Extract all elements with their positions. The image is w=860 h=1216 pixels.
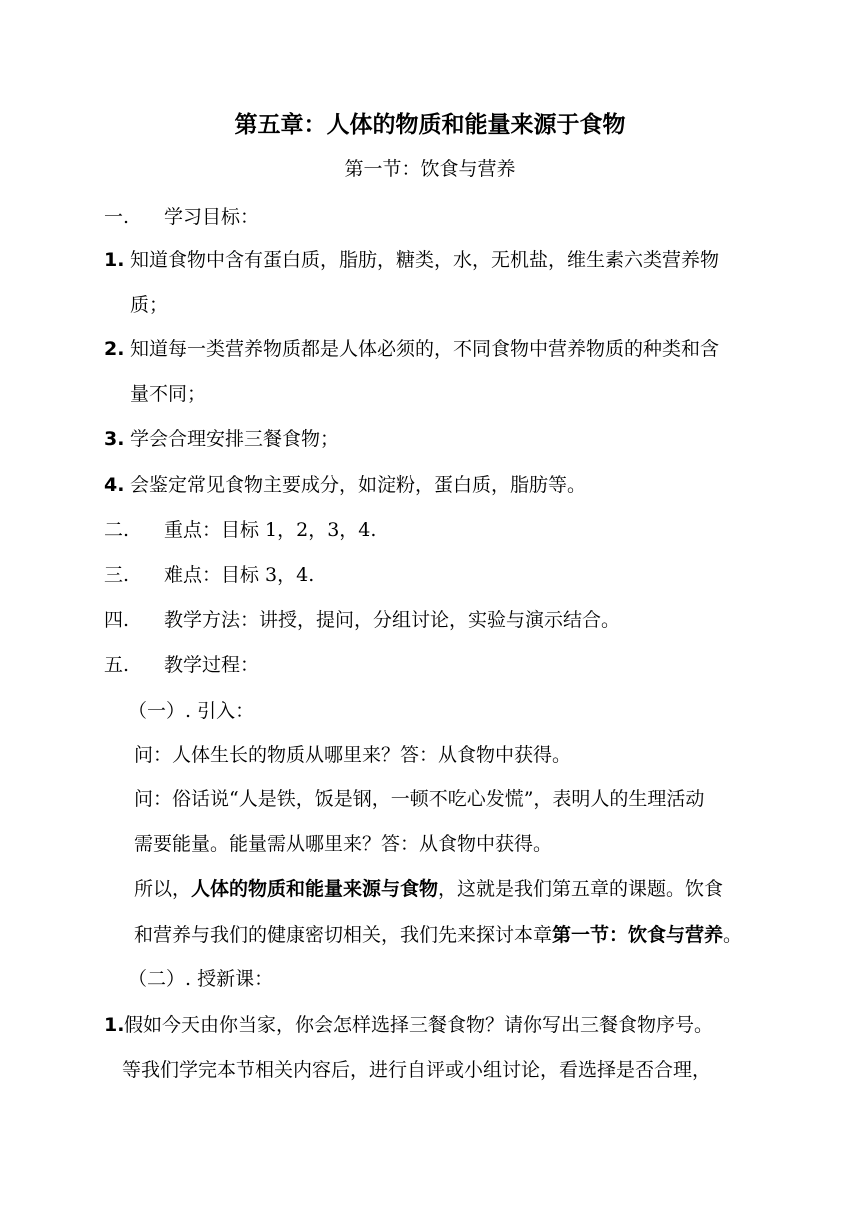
- section4-number: 四.: [104, 609, 130, 631]
- section1-number: 一.: [104, 206, 130, 228]
- objective-3-number: 3.: [104, 428, 125, 450]
- objective-2-text: 知道每一类营养物质都是人体必须的，不同食物中营养物质的种类和含: [130, 338, 720, 360]
- new-lesson-heading: （二）. 授新课：: [128, 968, 274, 990]
- new-lesson-item-text: 假如今天由你当家，你会怎样选择三餐食物？请你写出三餐食物序号。: [124, 1014, 714, 1036]
- section1-heading: 学习目标：: [164, 206, 260, 228]
- chapter-title: 第五章：人体的物质和能量来源于食物: [234, 112, 626, 138]
- intro-paragraph: [134, 874, 723, 904]
- new-lesson-item-text-cont: 等我们学完本节相关内容后，进行自评或小组讨论，看选择是否合理，: [122, 1059, 712, 1081]
- objective-4-text: 会鉴定常见食物主要成分，如淀粉，蛋白质，脂肪等。: [130, 474, 587, 496]
- intro-paragraph2-emphasis: 第一节：饮食与营养: [552, 924, 724, 946]
- intro-paragraph-suffix: ，这就是我们第五章的课题。饮食: [438, 878, 724, 900]
- objective-2-text-cont: 量不同；: [130, 383, 207, 405]
- intro-paragraph-prefix: 所以，: [134, 878, 192, 900]
- objective-1-text: 知道食物中含有蛋白质，脂肪，糖类，水，无机盐，维生素六类营养物: [130, 249, 720, 271]
- section3-number: 三.: [104, 564, 130, 586]
- intro-paragraph2-prefix: 和营养与我们的健康密切相关，我们先来探讨本章: [134, 924, 553, 946]
- section-subtitle: 第一节：饮食与营养: [344, 158, 516, 180]
- objective-3-text: 学会合理安排三餐食物；: [130, 428, 340, 450]
- objective-2-number: 2.: [104, 338, 125, 360]
- section2-number: 二.: [104, 519, 130, 541]
- intro-paragraph2-suffix: 。: [723, 924, 743, 946]
- section4-text: 教学方法：讲授，提问，分组讨论，实验与演示结合。: [164, 609, 621, 631]
- intro-question-2: 问：俗话说“人是铁，饭是钢，一顿不吃心发慌”，表明人的生理活动: [134, 788, 705, 810]
- section5-text: 教学过程：: [164, 654, 260, 676]
- new-lesson-item-number: 1.: [104, 1014, 125, 1036]
- intro-paragraph-cont: [134, 920, 742, 950]
- intro-paragraph-emphasis: 人体的物质和能量来源与食物: [191, 878, 439, 900]
- section5-number: 五.: [104, 654, 130, 676]
- objective-1-text-cont: 质；: [130, 294, 169, 316]
- intro-question-2-cont: 需要能量。能量需从哪里来？答：从食物中获得。: [134, 833, 553, 855]
- section2-text: 重点：目标 1，2，3，4.: [164, 519, 377, 541]
- intro-question-1: 问：人体生长的物质从哪里来？答：从食物中获得。: [134, 744, 572, 766]
- objective-4-number: 4.: [104, 474, 125, 496]
- intro-heading: （一）. 引入：: [128, 700, 255, 722]
- objective-1-number: 1.: [104, 249, 125, 271]
- section3-text: 难点：目标 3，4.: [164, 564, 315, 586]
